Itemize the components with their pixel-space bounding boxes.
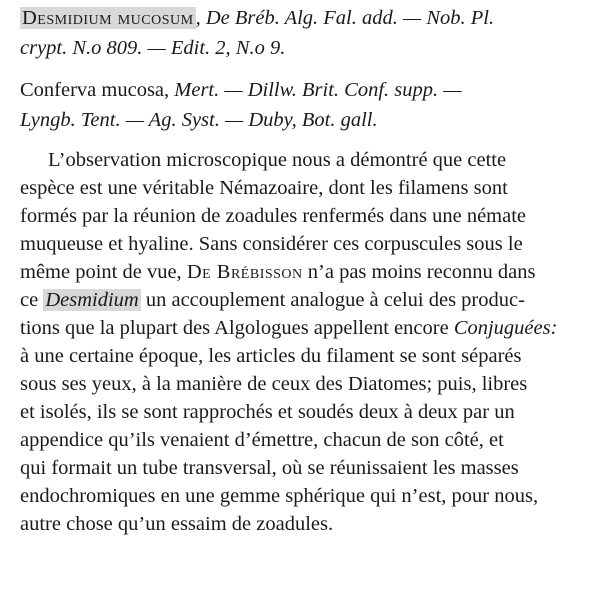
citation-line-2: crypt. N.o 809. — Edit. 2, N.o 9. (20, 37, 286, 59)
synonym-authors: Mert. — Dillw. Brit. Conf. supp. — (174, 79, 462, 101)
text-segment: un accouplement analogue à celui des produc- (140, 289, 525, 311)
paragraph-line: et isolés, ils se sont rapprochés et soudés deux à deux par un (20, 401, 515, 423)
paragraph-line: sous ses yeux, à la manière de ceux des Diatomes; puis, libres (20, 373, 528, 395)
synonym-line-2: Lyngb. Tent. — Ag. Syst. — Duby, Bot. gall. (20, 109, 378, 131)
paragraph-line: espèce est une véritable Némazoaire, dont les filamens sont (20, 177, 508, 199)
text-segment: tions que la plupart des Algologues appellent encore (20, 317, 454, 339)
paragraph-line (20, 260, 600, 284)
synonym-line-1 (20, 78, 600, 102)
species-name: Desmidium mucosum (22, 7, 194, 29)
citation-line-1 (20, 6, 600, 30)
text-segment: n’a pas moins reconnu dans (302, 261, 536, 283)
paragraph-line (20, 316, 600, 340)
paragraph-line: à une certaine époque, les articles du filament se sont séparés (20, 345, 522, 367)
genus-name: Desmidium (45, 289, 139, 311)
citation-reference-1: , De Bréb. Alg. Fal. add. — Nob. Pl. (195, 7, 495, 29)
text-segment: même point de vue, (20, 261, 187, 283)
paragraph-line: qui formait un tube transversal, où se réunissaient les masses (20, 457, 519, 479)
paragraph-line: formés par la réunion de zoadules renfermés dans une némate (20, 205, 527, 227)
paragraph-line (20, 288, 600, 312)
paragraph-line: appendice qu’ils venaient d’émettre, chacun de son côté, et (20, 429, 504, 451)
paragraph-line: endochromiques en une gemme sphérique qui n’est, pour nous, (20, 485, 539, 507)
term-italic: Conjuguées: (453, 317, 558, 339)
author-name: De Brébisson (186, 261, 303, 283)
paragraph-line: muqueuse et hyaline. Sans considérer ces corpuscules sous le (20, 233, 523, 255)
paragraph-line: L’observation microscopique nous a démontré que cette (48, 149, 507, 171)
paragraph-line: autre chose qu’un essaim de zoadules. (20, 513, 334, 535)
text-segment: ce (20, 289, 44, 311)
synonym-name: Conferva mucosa, (20, 79, 175, 101)
